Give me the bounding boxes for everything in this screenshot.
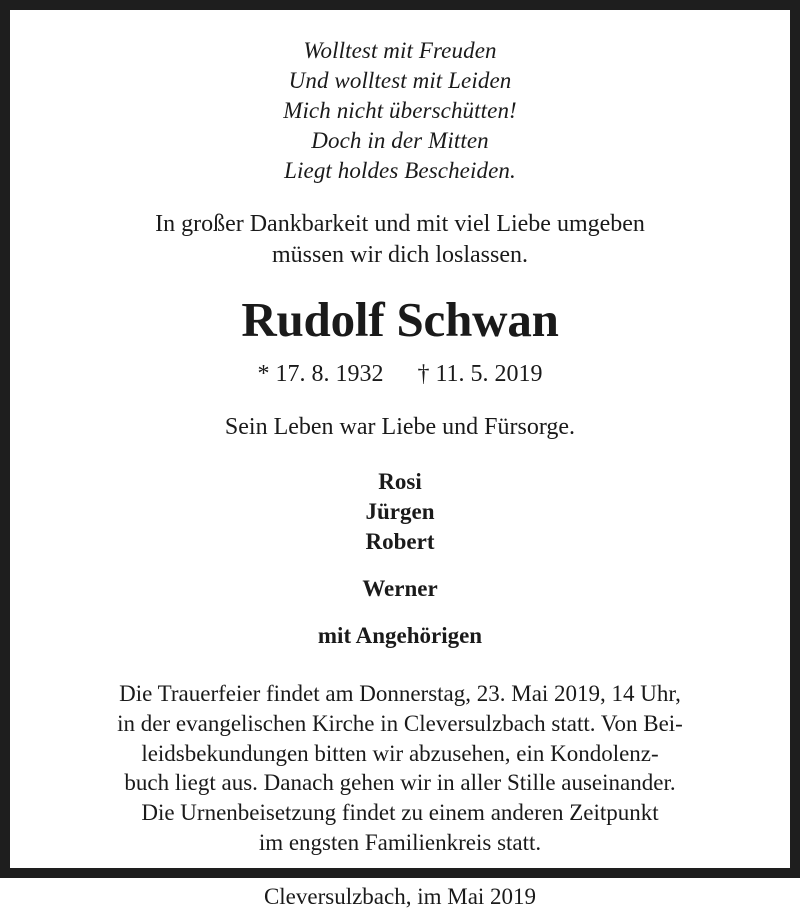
memorial-poem (40, 36, 760, 185)
funeral-arrangements (40, 679, 760, 858)
poem-line: Doch in der Mitten (311, 127, 489, 153)
poem-line: Mich nicht überschütten! (283, 97, 517, 123)
survivor-name: Jürgen (365, 499, 435, 525)
arrangements-line: im engsten Familienkreis statt. (258, 830, 542, 856)
arrangements-line: in der evangelischen Kirche in Cleversulzbach statt. Von Bei- (117, 710, 683, 736)
birth-date: 17. 8. 1932 (275, 361, 384, 388)
arrangements-line: Die Trauerfeier findet am Donnerstag, 23. Mai 2019, 14 Uhr, (119, 680, 681, 706)
birth-symbol-icon: * (257, 361, 270, 388)
survivors-list (40, 467, 760, 650)
obituary-content (10, 10, 790, 910)
arrangements-line: Die Urnenbeisetzung findet zu einem anderen Zeitpunkt (141, 800, 659, 826)
cross-symbol-icon: † (417, 361, 430, 388)
life-dates (40, 361, 760, 388)
survivor-group (40, 621, 760, 651)
survivor-group (40, 574, 760, 604)
arrangements-line: leidsbekundungen bitten wir abzusehen, ein Kondolenz- (141, 740, 659, 766)
dedication-line: In großer Dankbarkeit und mit viel Liebe umgeben (155, 211, 645, 238)
dedication-line: müssen wir dich loslassen. (272, 241, 528, 268)
poem-line: Liegt holdes Bescheiden. (284, 157, 516, 183)
death-date: 11. 5. 2019 (435, 361, 543, 388)
poem-line: Und wolltest mit Leiden (288, 67, 512, 93)
survivor-name: Rosi (378, 469, 422, 495)
survivor-relatives: mit Angehörigen (317, 622, 483, 648)
poem-line: Wolltest mit Freuden (303, 38, 497, 63)
survivor-name: Robert (365, 529, 435, 555)
arrangements-line: buch liegt aus. Danach gehen wir in aller Stille auseinander. (124, 770, 676, 796)
deceased-name: Rudolf Schwan (241, 291, 559, 347)
dedication-text (40, 209, 760, 269)
place-and-date: Cleversulzbach, im Mai 2019 (263, 884, 537, 910)
survivor-group (40, 467, 760, 557)
survivor-name: Werner (362, 576, 438, 602)
epitaph-text: Sein Leben war Liebe und Fürsorge. (224, 414, 576, 441)
